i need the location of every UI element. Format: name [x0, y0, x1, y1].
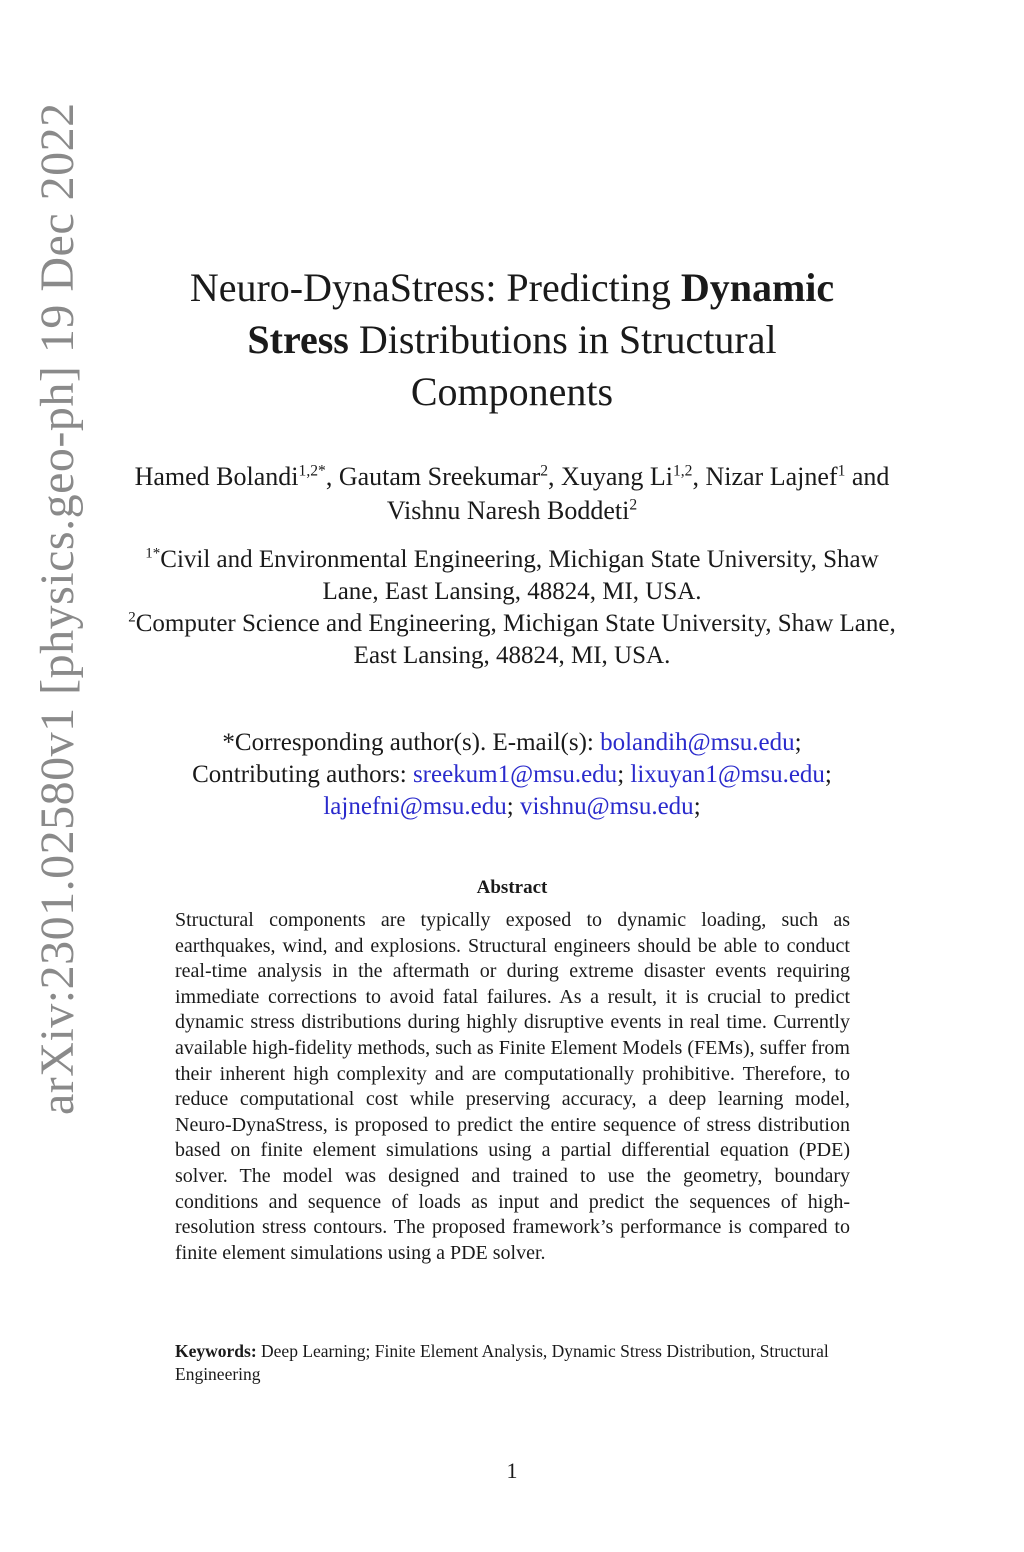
title-text-part: Components: [410, 369, 614, 414]
contributing-label: Contributing authors:: [192, 761, 413, 788]
author-name: Vishnu Naresh Boddeti: [386, 496, 630, 525]
author-affiliation-mark: 1,2*: [298, 462, 326, 480]
title-bold-stress: Stress: [247, 317, 349, 362]
keywords: [175, 1340, 850, 1386]
author-separator: ,: [548, 462, 562, 491]
contact-info: [120, 727, 904, 823]
contributing-email-link[interactable]: lajnefni@msu.edu: [323, 793, 507, 820]
author-affiliation-mark: 2: [629, 496, 638, 514]
affiliation-text: Civil and Environmental Engineering, Michigan State University, Shaw Lane, East Lansing, 48824, MI, USA.: [160, 546, 879, 605]
title-text-part: Neuro-DynaStress: Predicting: [189, 265, 681, 310]
affiliation-mark: 1*: [145, 545, 161, 562]
affiliation-mark: 2: [128, 609, 136, 626]
affiliation-line: [120, 544, 904, 608]
contributing-email-link[interactable]: lixuyan1@msu.edu: [630, 761, 825, 788]
author-name: Gautam Sreekumar: [338, 462, 541, 491]
arxiv-identifier-stamp: arXiv:2301.02580v1 [physics.geo-ph] 19 Dec 2022: [31, 102, 84, 1115]
corresponding-label: *Corresponding author(s). E-mail(s):: [222, 729, 601, 756]
author-affiliation-mark: 1,2: [672, 462, 693, 480]
author-name: Xuyang Li: [561, 462, 673, 491]
author-separator: ,: [325, 462, 339, 491]
author-affiliation-mark: 2: [540, 462, 549, 480]
paper-title: [140, 262, 884, 418]
title-text-part: Distributions in Structural: [348, 317, 777, 362]
email-separator: ;: [824, 761, 832, 788]
keywords-text: Deep Learning; Finite Element Analysis, Dynamic Stress Distribution, Structural Engineering: [175, 1341, 829, 1384]
abstract-body: Structural components are typically exposed to dynamic loading, such as earthquakes, wind, and explosions. Structural engineers should be able to conduct real-time analysis in the aftermath or during extreme disaster events requiring immediate corrections to avoid fatal failures. As a result, it is crucial to predict dynamic stress distributions during highly disruptive events in real time. Currently available high-fidelity methods, such as Finite Element Models (FEMs), suffer from their inherent high complexity and are computationally prohibitive. Therefore, to reduce computational cost while preserving accuracy, a deep learning model, Neuro-DynaStress, is proposed to predict the entire sequence of stress distribution based on finite element simulations using a partial differential equation (PDE) solver. The model was designed and trained to use the geometry, boundary conditions and sequence of loads as input and predict the sequences of high-resolution stress contours. The proposed framework’s performance is compared to finite element simulations using a PDE solver.: [175, 909, 850, 1264]
affiliation-text: Computer Science and Engineering, Michigan State University, Shaw Lane, East Lansing, 48824, MI, USA.: [135, 610, 896, 669]
affiliation-line: [120, 608, 904, 672]
page-number: 1: [506, 1458, 518, 1483]
keywords-label: Keywords:: [175, 1341, 257, 1361]
email-separator: ;: [617, 761, 625, 788]
author-separator: ,: [692, 462, 706, 491]
author-affiliation-mark: 1: [837, 462, 846, 480]
author-separator: and: [845, 462, 890, 491]
author-name: Hamed Bolandi: [134, 462, 299, 491]
contributing-email-link[interactable]: vishnu@msu.edu: [519, 793, 694, 820]
corresponding-email-link[interactable]: bolandih@msu.edu: [600, 729, 795, 756]
abstract-heading: Abstract: [476, 877, 548, 898]
email-separator: ;: [506, 793, 514, 820]
title-bold-dynamic: Dynamic: [680, 265, 835, 310]
contributing-email-link[interactable]: sreekum1@msu.edu: [412, 761, 618, 788]
author-name: Nizar Lajnef: [705, 462, 838, 491]
email-separator: ;: [693, 793, 701, 820]
affiliations: [120, 544, 904, 672]
email-separator: ;: [794, 729, 802, 756]
author-list: [120, 460, 904, 528]
